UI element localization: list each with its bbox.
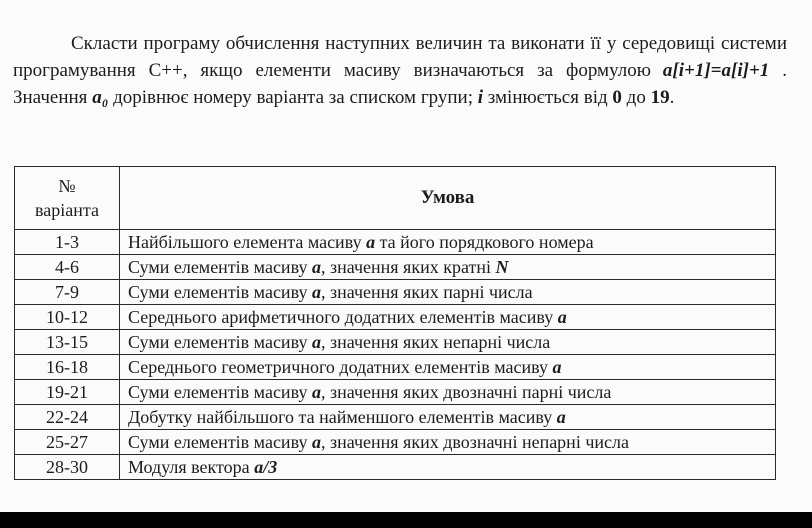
table-header-row bbox=[15, 167, 776, 230]
variant-number: 25-27 bbox=[15, 430, 120, 455]
variant-number: 1-3 bbox=[15, 230, 120, 255]
variant-number: 16-18 bbox=[15, 355, 120, 380]
variant-number: 19-21 bbox=[15, 380, 120, 405]
condition-text: Середнього арифметичного додатних елементів масиву bbox=[128, 307, 558, 327]
table-row bbox=[15, 280, 776, 305]
condition-tail: , значення яких кратні bbox=[320, 257, 491, 277]
condition-text: Суми елементів масиву bbox=[128, 382, 312, 402]
header-condition: Умова bbox=[120, 167, 776, 230]
condition-text: Суми елементів масиву bbox=[128, 332, 312, 352]
sentence2-b: дорівнює номеру варіанта за списком групи; bbox=[113, 87, 473, 108]
table-body bbox=[15, 230, 776, 480]
condition-cell bbox=[120, 355, 776, 380]
variant-number: 4-6 bbox=[15, 255, 120, 280]
range-to-word: до bbox=[626, 87, 646, 108]
period: . bbox=[669, 87, 675, 108]
condition-variable: a bbox=[311, 432, 321, 452]
table-row bbox=[15, 305, 776, 330]
condition-variable: a bbox=[557, 307, 567, 327]
table-row bbox=[15, 455, 776, 480]
condition-tail: , значення яких непарні числа bbox=[320, 332, 551, 352]
variant-number: 28-30 bbox=[15, 455, 120, 480]
header-variant-number bbox=[15, 167, 120, 230]
variants-table bbox=[14, 166, 776, 480]
condition-cell bbox=[120, 280, 776, 305]
condition-variable: a bbox=[552, 357, 562, 377]
header-num-word: варіанта bbox=[35, 200, 99, 220]
condition-cell bbox=[120, 430, 776, 455]
condition-cell bbox=[120, 330, 776, 355]
condition-tail: , значення яких двозначні парні числа bbox=[320, 382, 612, 402]
condition-variable-n: N bbox=[495, 257, 509, 277]
condition-text: Найбільшого елемента масиву bbox=[128, 232, 367, 252]
table-row bbox=[15, 255, 776, 280]
table-row bbox=[15, 330, 776, 355]
condition-variable: a bbox=[366, 232, 376, 252]
i-variable: i bbox=[477, 87, 484, 108]
condition-variable: a bbox=[311, 257, 321, 277]
condition-tail: та його порядкового номера bbox=[375, 232, 594, 252]
variant-number: 22-24 bbox=[15, 405, 120, 430]
condition-text: Суми елементів масиву bbox=[128, 432, 312, 452]
variant-number: 7-9 bbox=[15, 280, 120, 305]
task-intro: Скласти програму обчислення наступних величин та виконати її у середовищі системи програмування С++, якщо елементи масиву визначаються за формулою bbox=[13, 33, 787, 81]
condition-variable: a bbox=[311, 332, 321, 352]
table-row bbox=[15, 230, 776, 255]
condition-cell bbox=[120, 455, 776, 480]
condition-cell bbox=[120, 380, 776, 405]
condition-variable: a bbox=[311, 282, 321, 302]
condition-text: Добутку найбільшого та найменшого елементів масиву bbox=[128, 407, 557, 427]
task-paragraph bbox=[13, 30, 787, 111]
table-row bbox=[15, 430, 776, 455]
condition-text: Середнього геометричного додатних елементів масиву bbox=[128, 357, 553, 377]
condition-tail: , значення яких парні числа bbox=[320, 282, 533, 302]
a0-symbol: a₀ bbox=[92, 87, 109, 108]
formula: a[i+1]=a[i]+1 bbox=[662, 60, 770, 81]
condition-text: Суми елементів масиву bbox=[128, 282, 312, 302]
range-to: 19 bbox=[650, 87, 670, 108]
variant-number: 13-15 bbox=[15, 330, 120, 355]
header-num-symbol: № bbox=[58, 176, 76, 196]
table-row bbox=[15, 405, 776, 430]
condition-text: Суми елементів масиву bbox=[128, 257, 312, 277]
condition-variable: a bbox=[311, 382, 321, 402]
range-from: 0 bbox=[612, 87, 622, 108]
condition-cell bbox=[120, 230, 776, 255]
condition-variable: a bbox=[556, 407, 566, 427]
condition-cell bbox=[120, 405, 776, 430]
sentence2-a: . Значення bbox=[13, 60, 787, 108]
condition-cell bbox=[120, 305, 776, 330]
condition-text: Модуля вектора bbox=[128, 457, 255, 477]
condition-variable: a/3 bbox=[254, 457, 278, 477]
sentence3-a: змінюється від bbox=[487, 87, 608, 108]
bottom-black-bar bbox=[0, 512, 812, 528]
condition-cell bbox=[120, 255, 776, 280]
table-row bbox=[15, 380, 776, 405]
table-row bbox=[15, 355, 776, 380]
variant-number: 10-12 bbox=[15, 305, 120, 330]
condition-tail: , значення яких двозначні непарні числа bbox=[320, 432, 629, 452]
